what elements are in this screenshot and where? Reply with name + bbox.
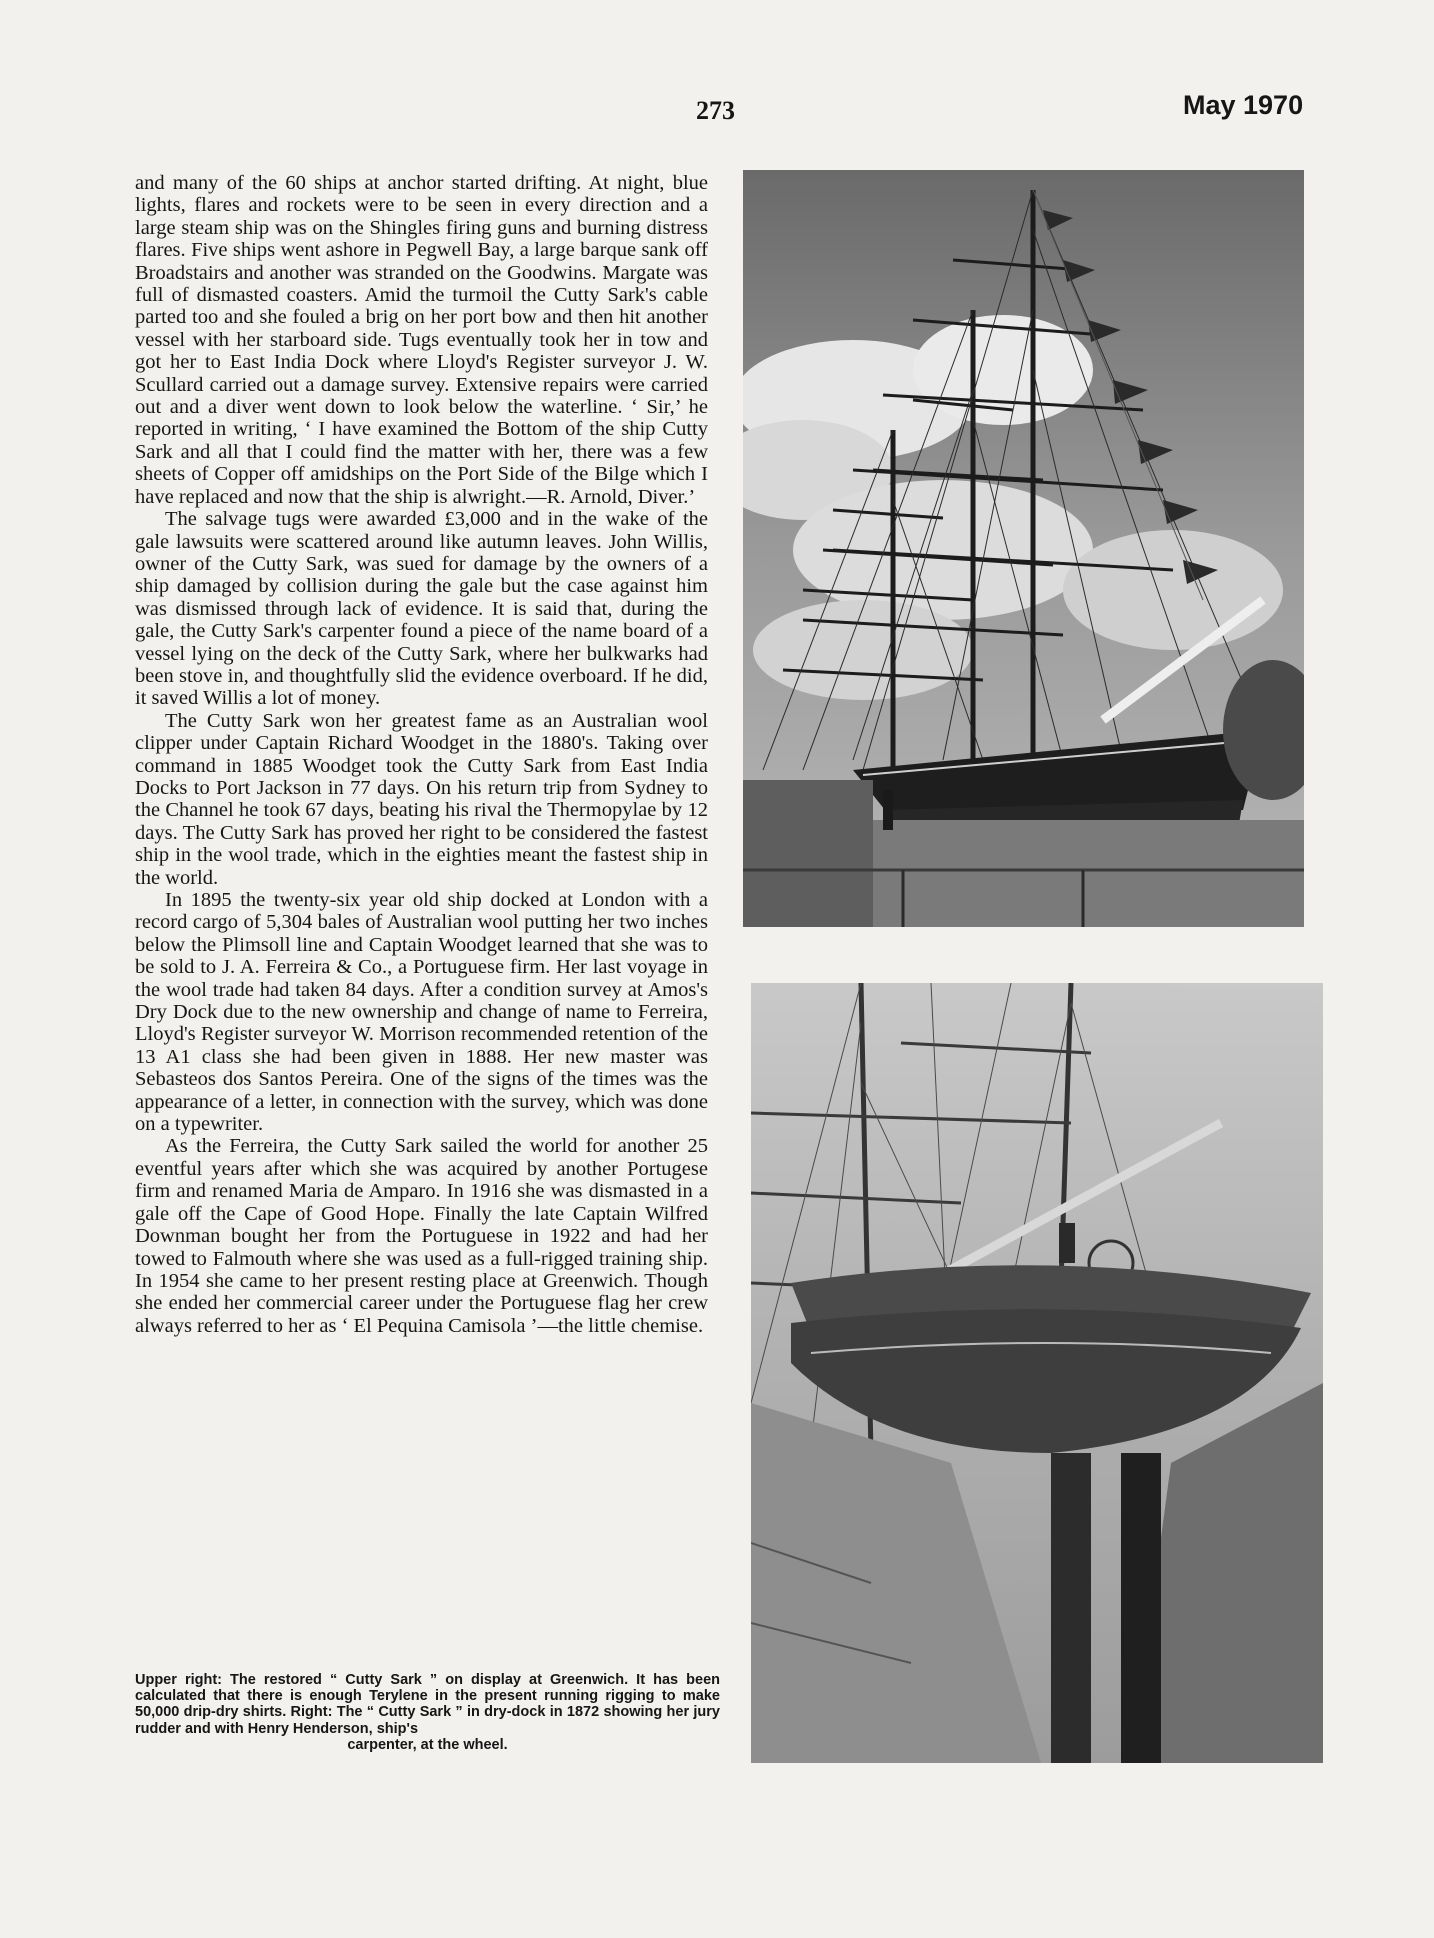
caption-last-line: carpenter, at the wheel. xyxy=(347,1736,508,1753)
paragraph: As the Ferreira, the Cutty Sark sailed the world for another 25 eventful years after which she was acquired by another Portugese firm and renamed Maria de Amparo. In 1916 she was dismasted in a gale off the Cape of Good Hope. Finally the late Captain Wilfred Downman bought her from the Portuguese in 1922 and had her towed to Falmouth where she was used as a full-rigged training ship. In 1954 she came to her present resting place at Greenwich. Though she ended her commercial career under the Portuguese flag her crew always referred to her as ‘ El Pequina Camisola ’—the little chemise. xyxy=(135,1135,708,1337)
ship-photo-greenwich xyxy=(743,170,1304,927)
caption-text: Upper right: The restored “ Cutty Sark ” on display at Greenwich. It has been calculated that there is enough Terylene in the present running rigging to make 50,000 drip-dry shirts. Right: The “ Cutty Sark ” in dry-dock in 1872 showing her jury rudder and with Henry Henderson, ship's xyxy=(135,1672,720,1737)
ship-photo-dry-dock xyxy=(751,983,1323,1763)
paragraph: The salvage tugs were awarded £3,000 and in the wake of the gale lawsuits were scattered around like autumn leaves. John Willis, owner of the Cutty Sark, was sued for damage by the owners of a ship damaged by collision during the gale but the case against him was dismissed through lack of evidence. It is said that, during the gale, the Cutty Sark's carpenter found a piece of the name board of a vessel lying on the deck of the Cutty Sark, where her bulkwarks had been stove in, and thoughtfully slid the evidence overboard. If he did, it saved Willis a lot of money. xyxy=(135,508,708,710)
issue-date: May 1970 xyxy=(1183,90,1304,120)
paragraph: and many of the 60 ships at anchor started drifting. At night, blue lights, flares and rockets were to be seen in every direction and a large steam ship was on the Shingles firing guns and burning distress flares. Five ships went ashore in Pegwell Bay, a large barque sank off Broadstairs and another was stranded on the Goodwins. Margate was full of dismasted coasters. Amid the turmoil the Cutty Sark's cable parted too and she fouled a brig on her port bow and then hit another vessel with her starboard side. Tugs eventually took her in tow and got her to East India Dock where Lloyd's Register surveyor J. W. Scullard carried out a damage survey. Extensive repairs were carried out and a diver went down to look below the waterline. ‘ Sir,’ he reported in writing, ‘ I have examined the Bottom of the ship Cutty Sark and all that I could find the matter with her, there was a few sheets of Copper off amidships on the Port Side of the Bilge which I have replaced and now that the ship is alwright.—R. Arnold, Diver.’ xyxy=(135,172,708,508)
photo-caption xyxy=(135,1672,720,1753)
paragraph: In 1895 the twenty-six year old ship docked at London with a record cargo of 5,304 bales of Australian wool putting her two inches below the Plimsoll line and Captain Woodget learned that she was to be sold to J. A. Ferreira & Co., a Portuguese firm. Her last voyage in the wool trade had taken 84 days. After a condition survey at Amos's Dry Dock due to the new ownership and change of name to Ferreira, Lloyd's Register surveyor W. Morrison recommended retention of the 13 A1 class she had been given in 1888. Her new master was Sebasteos dos Santos Pereira. One of the signs of the times was the appearance of a letter, in connection with the survey, which was done on a typewriter. xyxy=(135,889,708,1136)
page-number: 273 xyxy=(696,96,735,125)
article-body xyxy=(135,172,708,1337)
paragraph: The Cutty Sark won her greatest fame as an Australian wool clipper under Captain Richard Woodget in the 1880's. Taking over command in 1885 Woodget took the Cutty Sark from East India Docks to Port Jackson in 77 days. On his return trip from Sydney to the Channel he took 67 days, beating his rival the Thermopylae by 12 days. The Cutty Sark has proved her right to be considered the fastest ship in the wool trade, which in the eighties meant the fastest ship in the world. xyxy=(135,709,708,889)
